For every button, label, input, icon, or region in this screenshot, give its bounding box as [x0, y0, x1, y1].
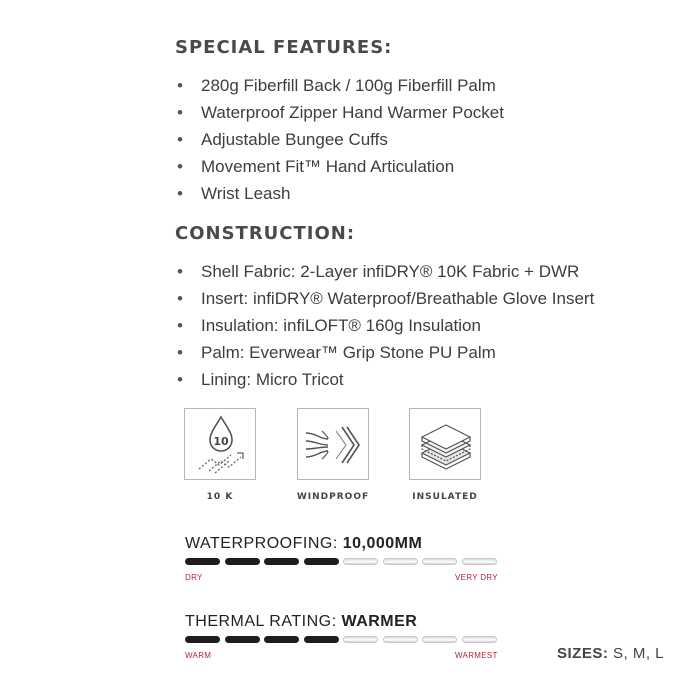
scale-segment: [304, 558, 339, 565]
scale-segment: [383, 636, 418, 643]
windproof-icon: [298, 409, 370, 481]
bullet: •: [177, 103, 183, 122]
bullet: •: [177, 76, 183, 95]
list-item: [177, 72, 504, 99]
list-item: [177, 312, 594, 339]
special-features-list: [177, 72, 504, 207]
scale-segment: [422, 636, 457, 643]
scale-segment: [225, 558, 260, 565]
scale-segment: [225, 636, 260, 643]
sizes: [557, 645, 664, 662]
scale-segment: [185, 636, 220, 643]
construction-text: Insert: infiDRY® Waterproof/Breathable Glove Insert: [201, 289, 595, 308]
scale-segment: [264, 558, 299, 565]
construction-text: Lining: Micro Tricot: [201, 370, 344, 389]
waterproofing-scale: [185, 558, 499, 566]
special-features-heading: SPECIAL FEATURES:: [175, 37, 393, 58]
construction-text: Insulation: infiLOFT® 160g Insulation: [201, 316, 481, 335]
construction-text: Palm: Everwear™ Grip Stone PU Palm: [201, 343, 496, 362]
scale-segment: [343, 636, 378, 643]
scale-segment: [422, 558, 457, 565]
construction-list: [177, 258, 594, 393]
waterproofing-label: WATERPROOFING:: [185, 535, 338, 552]
waterproof-10k-icon: [185, 409, 257, 481]
list-item: [177, 285, 594, 312]
construction-text: Shell Fabric: 2-Layer infiDRY® 10K Fabric + DWR: [201, 262, 580, 281]
scale-segment: [462, 636, 497, 643]
scale-segment: [304, 636, 339, 643]
sizes-value: S, M, L: [613, 645, 665, 662]
waterproofing-low-label: DRY: [185, 573, 203, 582]
list-item: [177, 339, 594, 366]
feature-text: Waterproof Zipper Hand Warmer Pocket: [201, 103, 504, 122]
feature-text: Wrist Leash: [201, 184, 291, 203]
list-item: [177, 153, 504, 180]
feature-text: Adjustable Bungee Cuffs: [201, 130, 388, 149]
sizes-label: SIZES:: [557, 645, 609, 662]
waterproofing-rating-title: [185, 535, 422, 553]
windproof-badge: [297, 408, 369, 480]
thermal-high-label: WARMEST: [455, 651, 498, 660]
list-item: [177, 180, 504, 207]
list-item: [177, 258, 594, 285]
bullet: •: [177, 343, 183, 362]
list-item: [177, 126, 504, 153]
construction-heading: CONSTRUCTION:: [175, 223, 356, 244]
bullet: •: [177, 370, 183, 389]
scale-segment: [383, 558, 418, 565]
bullet: •: [177, 316, 183, 335]
thermal-value: WARMER: [341, 613, 418, 630]
insulated-layers-icon: [410, 409, 482, 481]
scale-segment: [264, 636, 299, 643]
thermal-low-label: WARM: [185, 651, 212, 660]
list-item: [177, 366, 594, 393]
waterproof-10k-badge: [184, 408, 256, 480]
scale-segment: [185, 558, 220, 565]
feature-text: Movement Fit™ Hand Articulation: [201, 157, 455, 176]
thermal-rating-title: [185, 613, 417, 631]
bullet: •: [177, 262, 183, 281]
bullet: •: [177, 157, 183, 176]
waterproof-badge-number: 10: [213, 435, 229, 448]
thermal-label: THERMAL RATING:: [185, 613, 337, 630]
insulated-badge: [409, 408, 481, 480]
bullet: •: [177, 130, 183, 149]
bullet: •: [177, 184, 183, 203]
feature-text: 280g Fiberfill Back / 100g Fiberfill Palm: [201, 76, 496, 95]
insulated-icon-label: INSULATED: [412, 492, 478, 502]
thermal-scale: [185, 636, 499, 644]
bullet: •: [177, 289, 183, 308]
waterproof-icon-label: 10 K: [206, 492, 234, 502]
windproof-icon-label: WINDPROOF: [296, 492, 370, 502]
waterproofing-value: 10,000MM: [342, 535, 423, 552]
scale-segment: [343, 558, 378, 565]
list-item: [177, 99, 504, 126]
scale-segment: [462, 558, 497, 565]
waterproofing-high-label: VERY DRY: [455, 573, 498, 582]
